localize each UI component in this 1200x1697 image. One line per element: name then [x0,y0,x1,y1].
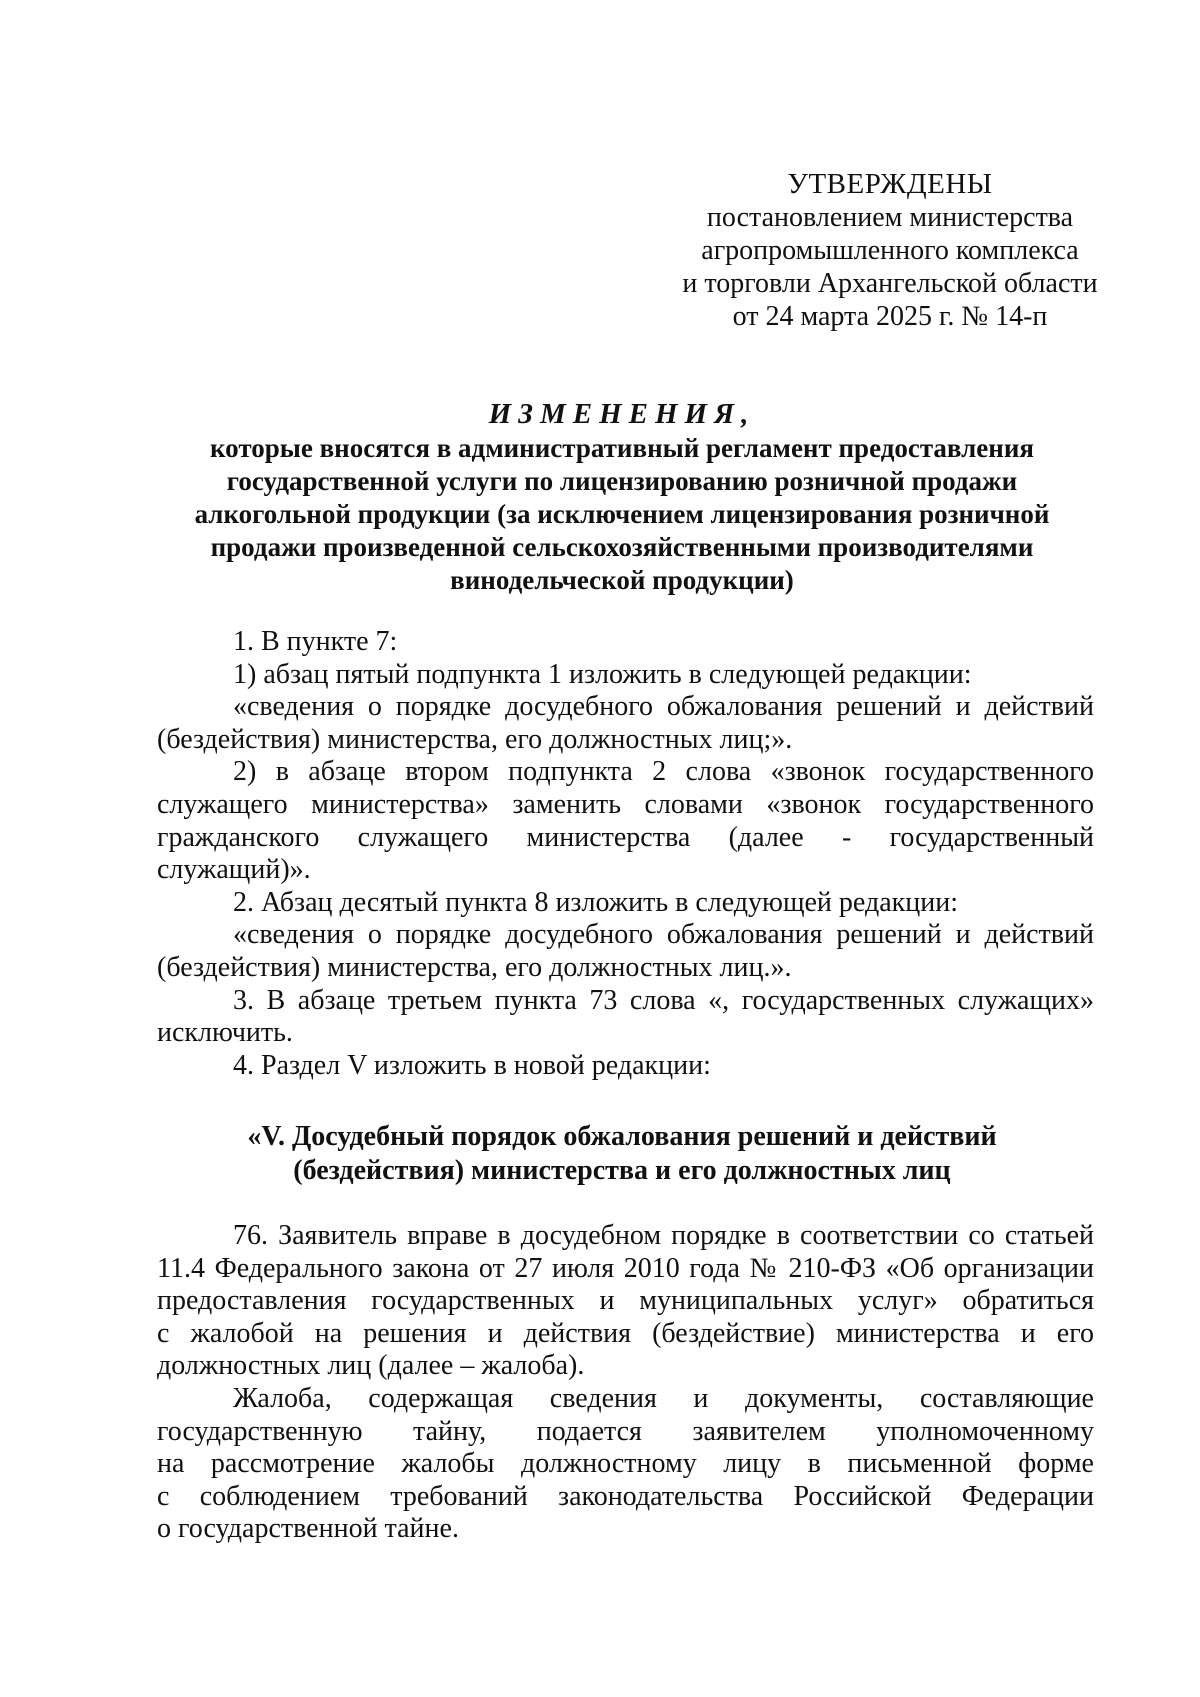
text-line: служащий)». [157,854,311,886]
text-line: (бездействия) министерства, его должностных лиц.». [157,951,792,983]
document-title [150,398,1094,597]
text-line: на рассмотрение жалобы должностному лицу в письменной форме [157,1448,1094,1480]
text-line: (бездействия) министерства, его должностных лиц;». [157,723,793,755]
approval-heading: УТВЕРЖДЕНЫ [787,168,993,200]
approval-stamp [640,168,1140,333]
amendments-body [157,626,1094,1082]
section-title-line: (бездействия) министерства и его должностных лиц [293,1155,951,1186]
title-heading: ИЗМЕНЕНИЯ, [488,398,756,430]
text-line: исключить. [157,1017,293,1049]
amendment-item-1: 1. В пункте 7: [233,626,398,657]
text-line: 11.4 Федерального закона от 27 июля 2010 года № 210-ФЗ «Об организации [157,1252,1094,1284]
paragraph-76 [157,1220,1094,1383]
approval-line: постановлением министерства [706,202,1074,233]
approval-line: и торговли Архангельской области [682,268,1098,299]
text-line: с соблюдением требований законодательства Российской Федерации [157,1480,1094,1512]
text-line: о государственной тайне. [157,1513,459,1545]
amendment-item-1-sub-1-text [157,691,1094,756]
section-title-line: «V. Досудебный порядок обжалования решений и действий [247,1121,997,1152]
text-line: 3. В абзаце третьем пункта 73 слова «, государственных служащих» [233,984,1094,1016]
amendment-item-4: 4. Раздел V изложить в новой редакции: [233,1049,711,1081]
text-line: гражданского служащего министерства (далее - государственный [157,821,1094,853]
title-line: государственной услуги по лицензированию розничной продажи [226,466,1018,496]
text-line: «сведения о порядке досудебного обжалования решений и действий [233,691,1094,723]
amendment-item-2-text [157,919,1094,984]
text-line: 76. Заявитель вправе в досудебном порядке в соответствии со статьей [233,1220,1094,1251]
text-line: государственную тайну, подается заявителем уполномоченному [157,1415,1094,1447]
approval-date-line: от 24 марта 2025 г. № 14-п [732,301,1048,332]
amendment-item-1-sub-1: 1) абзац пятый подпункта 1 изложить в следующей редакции: [233,658,972,690]
title-line: алкогольной продукции (за исключением лицензирования розничной [194,499,1050,529]
text-line: с жалобой на решения и действия (бездействие) министерства и его [157,1317,1094,1349]
text-line: должностных лиц (далее – жалоба). [157,1350,585,1382]
amendment-item-2: 2. Абзац десятый пункта 8 изложить в следующей редакции: [233,886,958,918]
section-v-title [150,1120,1094,1188]
title-line: продажи произведенной сельскохозяйственными производителями [210,532,1034,562]
text-line: предоставления государственных и муниципальных услуг» обратиться [157,1285,1094,1317]
amendment-item-1-sub-2 [157,756,1094,886]
text-line: служащего министерства» заменить словами «звонок государственного [157,788,1094,820]
amendment-item-3 [157,985,1094,1050]
title-line: винодельческой продукции) [450,565,794,595]
section-v-body [157,1220,1094,1546]
approval-line: агропромышленного комплекса [701,235,1079,266]
paragraph-complaint-secret [157,1383,1094,1546]
text-line: 2) в абзаце втором подпункта 2 слова «звонок государственного [233,756,1094,788]
title-line: которые вносятся в административный регламент предоставления [209,433,1035,463]
text-line: «сведения о порядке досудебного обжалования решений и действий [233,919,1094,951]
text-line: Жалоба, содержащая сведения и документы, составляющие [233,1382,1094,1414]
